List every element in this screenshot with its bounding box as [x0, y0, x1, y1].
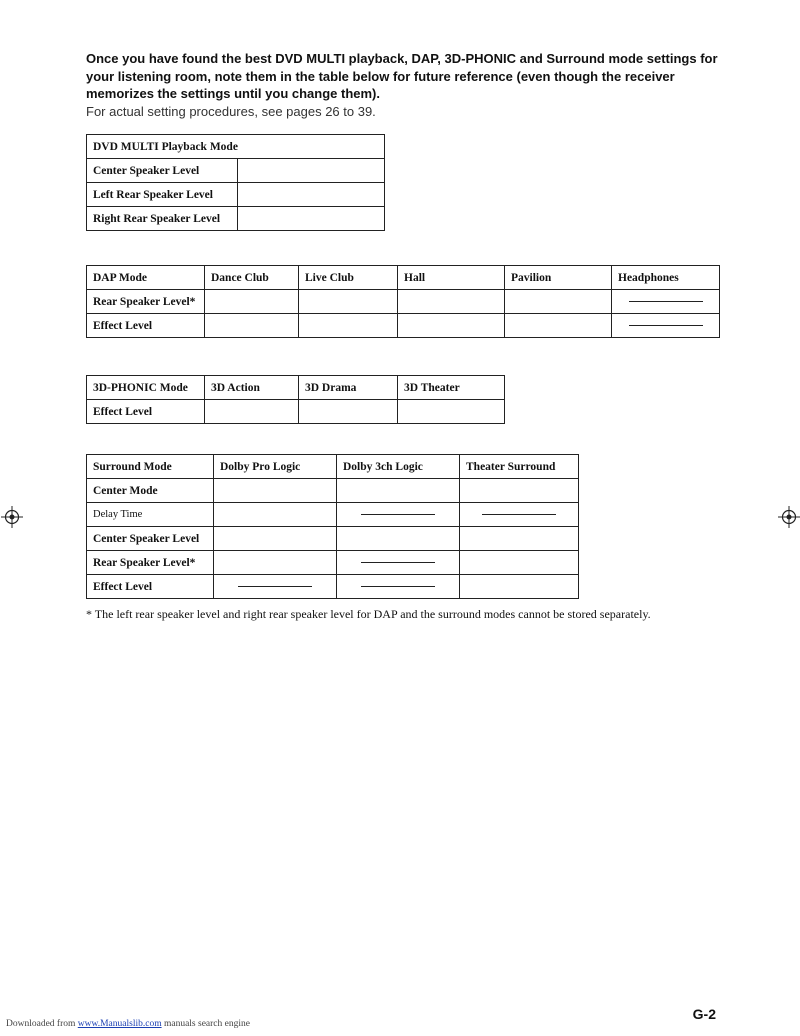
phonic-cell [299, 400, 398, 424]
registration-mark-icon [778, 506, 800, 528]
dap-header-cell: Dance Club [205, 266, 299, 290]
phonic-header-cell: 3D Action [205, 376, 299, 400]
dap-table [86, 265, 720, 338]
dap-cell-na [612, 290, 720, 314]
intro-text [86, 50, 726, 120]
surround-cell [460, 575, 579, 599]
dvd-row-value [238, 159, 385, 183]
surround-cell-na [337, 575, 460, 599]
surround-cell [214, 479, 337, 503]
registration-mark-icon [1, 506, 23, 528]
surround-cell-na [337, 551, 460, 575]
surround-table [86, 454, 579, 599]
dap-header-cell: Headphones [612, 266, 720, 290]
surround-header-cell: Surround Mode [87, 455, 214, 479]
dvd-row-label: Right Rear Speaker Level [87, 207, 238, 231]
3d-phonic-table [86, 375, 505, 424]
surround-cell [460, 527, 579, 551]
dap-cell [505, 314, 612, 338]
manualslib-link[interactable]: www.Manualslib.com [77, 1019, 162, 1029]
not-applicable-dash [238, 586, 312, 587]
page-number: G-2 [692, 1006, 716, 1022]
surround-cell [214, 503, 337, 527]
surround-cell [460, 551, 579, 575]
surround-header-cell: Theater Surround [460, 455, 579, 479]
dap-header-cell: Pavilion [505, 266, 612, 290]
surround-cell [214, 527, 337, 551]
dap-cell [398, 314, 505, 338]
dvd-multi-table [86, 134, 385, 231]
intro-reference: For actual setting procedures, see pages 26 to 39. [86, 103, 376, 119]
footnote: * The left rear speaker level and right rear speaker level for DAP and the surround modes cannot be stored separately. [86, 607, 651, 621]
dap-cell-na [612, 314, 720, 338]
phonic-cell [205, 400, 299, 424]
not-applicable-dash [482, 514, 556, 515]
dap-row-label: Effect Level [87, 314, 205, 338]
dap-header-cell: Hall [398, 266, 505, 290]
dvd-multi-header: DVD MULTI Playback Mode [87, 135, 385, 159]
surround-row-label: Effect Level [87, 575, 214, 599]
footer-suffix: manuals search engine [161, 1019, 250, 1029]
dap-cell [505, 290, 612, 314]
surround-cell [214, 551, 337, 575]
dap-cell [205, 314, 299, 338]
dap-row-label: Rear Speaker Level* [87, 290, 205, 314]
dvd-row-label: Left Rear Speaker Level [87, 183, 238, 207]
surround-header-cell: Dolby Pro Logic [214, 455, 337, 479]
surround-cell [460, 479, 579, 503]
dvd-row-label: Center Speaker Level [87, 159, 238, 183]
phonic-header-cell: 3D Theater [398, 376, 505, 400]
dap-cell [299, 290, 398, 314]
footer-prefix: Downloaded from [6, 1019, 78, 1029]
surround-header-cell: Dolby 3ch Logic [337, 455, 460, 479]
surround-cell-na [460, 503, 579, 527]
surround-row-label: Center Speaker Level [87, 527, 214, 551]
surround-cell [337, 527, 460, 551]
surround-row-label: Center Mode [87, 479, 214, 503]
download-footer [6, 1019, 250, 1029]
surround-cell-na [214, 575, 337, 599]
dap-header-cell: DAP Mode [87, 266, 205, 290]
not-applicable-dash [361, 514, 435, 515]
dap-header-cell: Live Club [299, 266, 398, 290]
not-applicable-dash [361, 586, 435, 587]
not-applicable-dash [629, 301, 703, 302]
intro-bold: Once you have found the best DVD MULTI playback, DAP, 3D-PHONIC and Surround mode settings for your listening room, note them in the table below for future reference (even though the receiver memorizes the settings until you change them). [86, 51, 718, 101]
surround-row-label: Rear Speaker Level* [87, 551, 214, 575]
dvd-row-value [238, 207, 385, 231]
not-applicable-dash [361, 562, 435, 563]
phonic-cell [398, 400, 505, 424]
dap-cell [398, 290, 505, 314]
phonic-row-label: Effect Level [87, 400, 205, 424]
surround-cell [337, 479, 460, 503]
dap-cell [299, 314, 398, 338]
phonic-header-cell: 3D-PHONIC Mode [87, 376, 205, 400]
phonic-header-cell: 3D Drama [299, 376, 398, 400]
surround-row-label: Delay Time [87, 503, 214, 527]
dvd-row-value [238, 183, 385, 207]
surround-cell-na [337, 503, 460, 527]
dap-cell [205, 290, 299, 314]
not-applicable-dash [629, 325, 703, 326]
